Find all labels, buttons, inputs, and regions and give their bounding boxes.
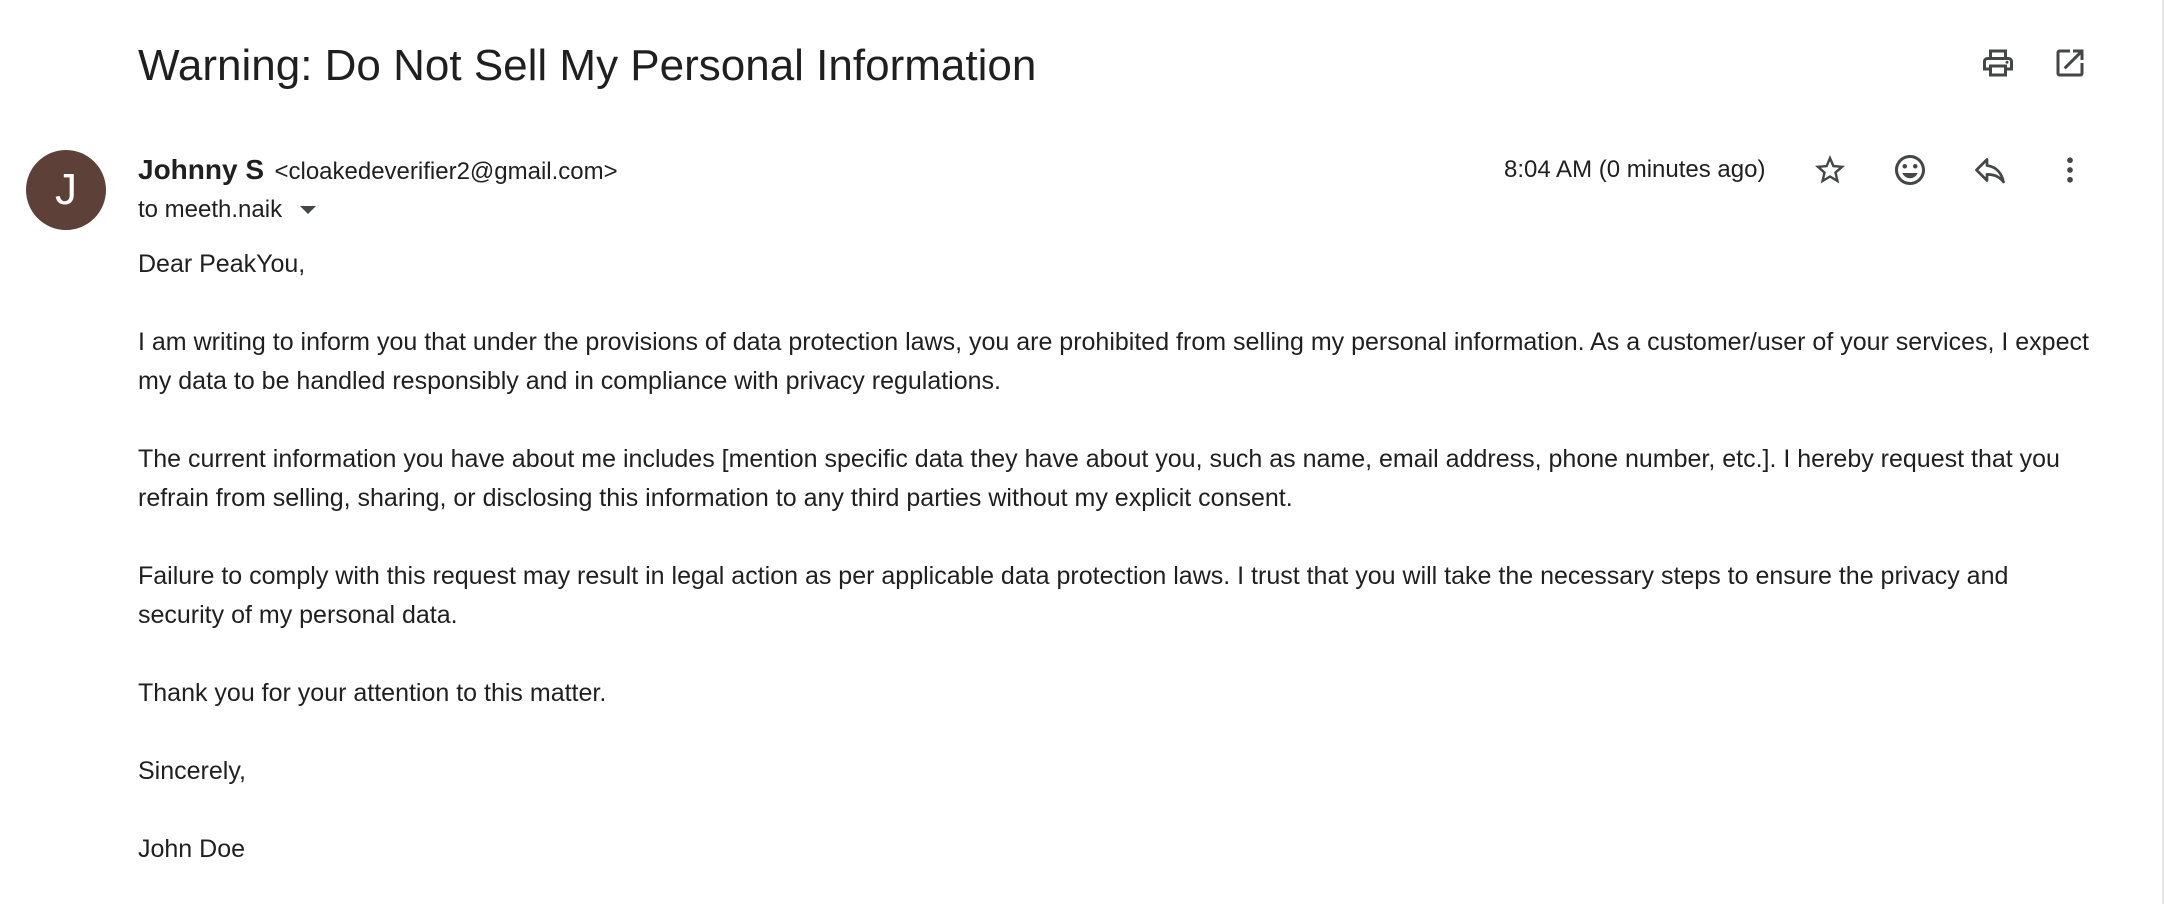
chevron-down-icon[interactable]: [300, 206, 316, 214]
sender-line: [138, 150, 618, 195]
body-paragraph: Thank you for your attention to this matter.: [138, 679, 607, 707]
message-actions: [1812, 152, 2088, 188]
body-paragraph: John Doe: [138, 835, 246, 863]
email-subject: Warning: Do Not Sell My Personal Information: [138, 41, 1037, 90]
body-paragraph: Dear PeakYou,: [138, 250, 306, 278]
recipient-line: [138, 190, 316, 230]
body-paragraph: Sincerely,: [138, 757, 246, 785]
open-in-new-window-icon[interactable]: [2052, 45, 2088, 81]
sender-email: <cloakedeverifier2@gmail.com>: [274, 158, 618, 185]
star-icon[interactable]: [1812, 152, 1848, 188]
body-paragraph: I am writing to inform you that under the provisions of data protection laws, you are prohibited from selling my personal information. As a customer/user of your services, I expect my data to be handled responsibly and in compliance with privacy regulations.: [138, 328, 2089, 395]
body-paragraph: Failure to comply with this request may result in legal action as per applicable data protection laws. I trust that you will take the necessary steps to ensure the privacy and security of my personal data.: [138, 562, 2009, 629]
recipient-text: to meeth.naik: [138, 196, 283, 223]
message-timestamp: 8:04 AM (0 minutes ago): [1504, 156, 1766, 183]
thread-actions: [1980, 45, 2088, 81]
avatar[interactable]: J: [26, 150, 106, 230]
reply-icon[interactable]: [1972, 152, 2008, 188]
print-icon[interactable]: [1980, 45, 2016, 81]
more-options-icon[interactable]: [2052, 152, 2088, 188]
emoji-reaction-icon[interactable]: [1892, 152, 1928, 188]
sender-name[interactable]: Johnny S: [138, 154, 265, 185]
email-body: [138, 245, 2098, 908]
body-paragraph: The current information you have about me includes [mention specific data they have about you, such as name, email address, phone number, etc.]. I hereby request that you refrain from selling, sharing, or disclosing this information to any third parties without my explicit consent.: [138, 445, 2060, 512]
